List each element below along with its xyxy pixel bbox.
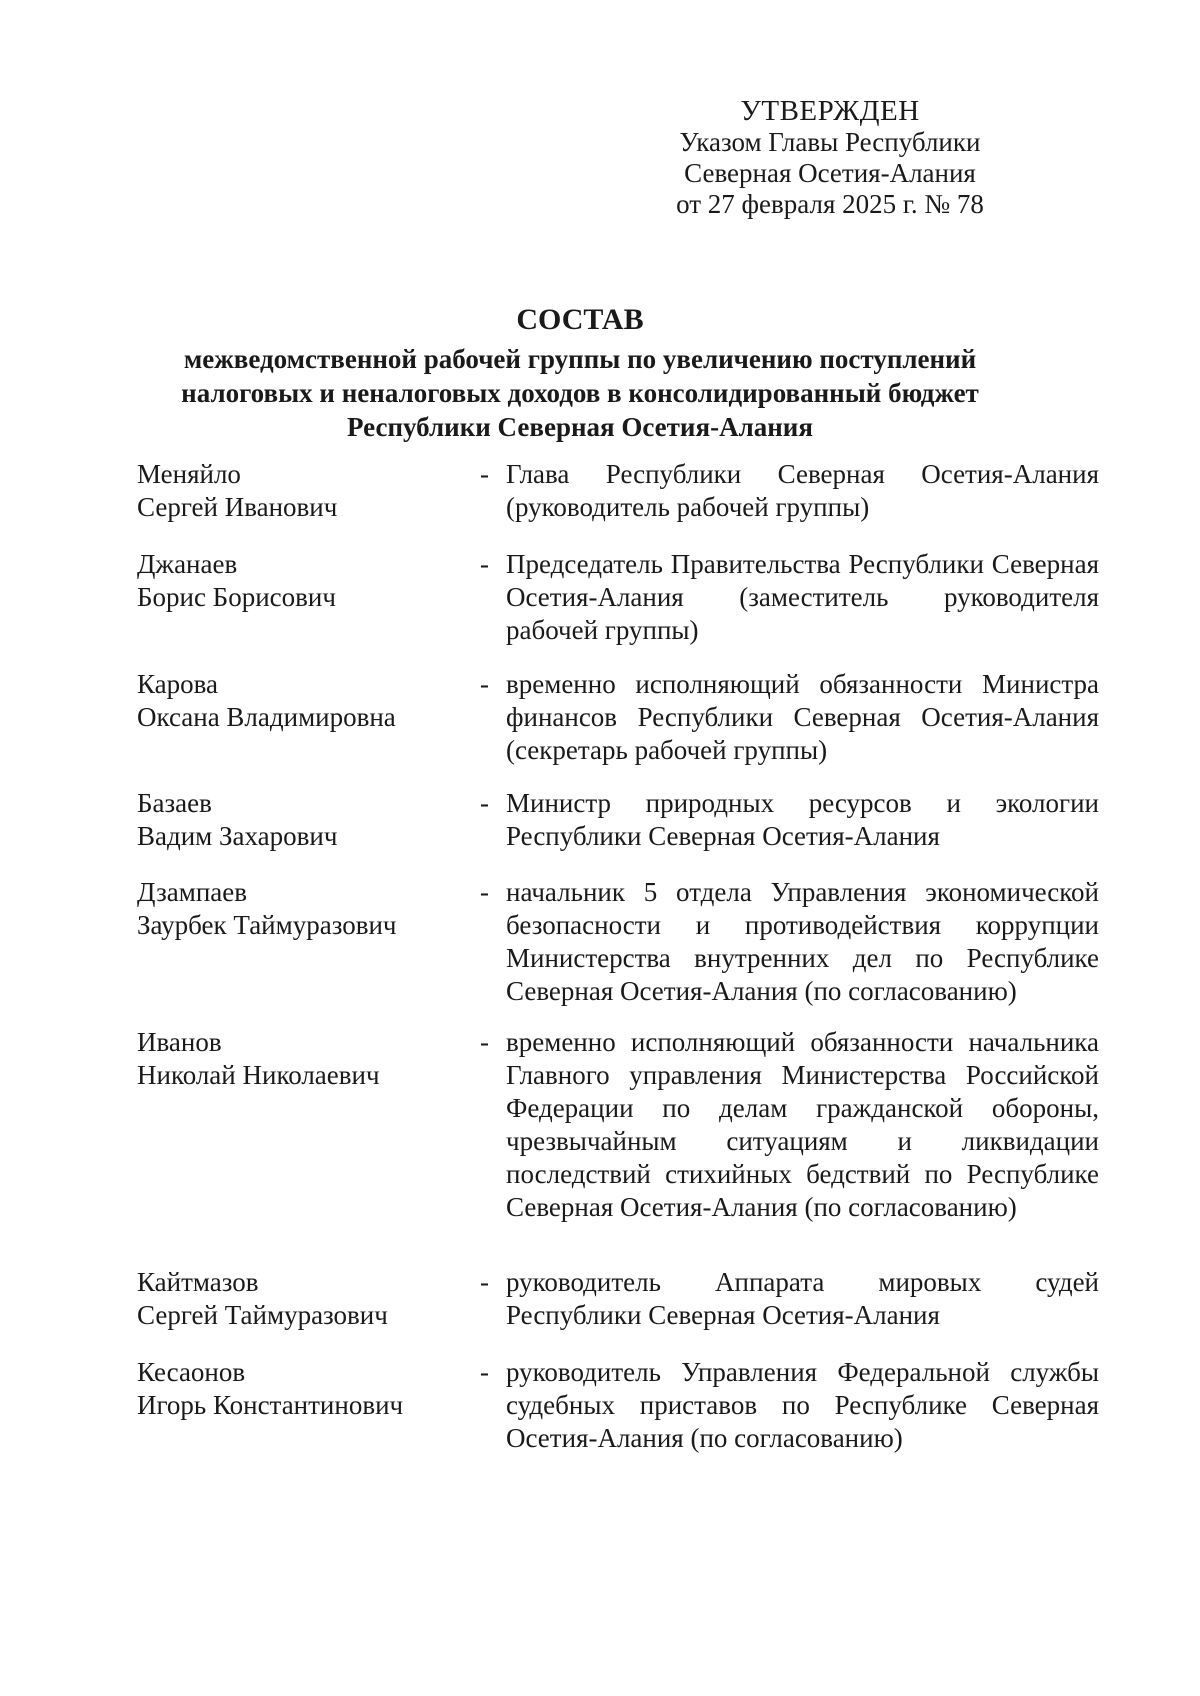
member-role: временно исполняющий обязанности начальника Главного управления Министерства Российской Федерации по делам гражданской обороны, чрезвычайным ситуациям и ликвидации последствий стихийных бедствий по Республике Северная Осетия-Алания (по согласованию) [506, 1027, 1099, 1222]
approval-stamp: УТВЕРЖДЕН [740, 95, 920, 127]
member-role: Председатель Правительства Республики Северная Осетия-Алания (заместитель руководителя рабочей группы) [506, 549, 1099, 645]
approval-line: Северная Осетия-Алания [684, 158, 976, 188]
member-surname: Иванов [137, 1027, 222, 1057]
approval-line: Указом Главы Республики [679, 127, 981, 157]
member-row [137, 548, 1099, 647]
member-row [137, 458, 1099, 524]
member-surname: Кесаонов [137, 1357, 246, 1387]
member-dash: - [480, 1357, 489, 1387]
member-surname: Кайтмазов [137, 1267, 259, 1297]
member-dash: - [480, 549, 489, 579]
title-subline: Республики Северная Осетия-Алания [347, 412, 813, 442]
member-name [137, 1356, 480, 1455]
title-subline: межведомственной рабочей группы по увеличению поступлений [183, 344, 977, 374]
member-name [137, 458, 480, 524]
approval-date: от 27 февраля 2025 г. № 78 [676, 189, 984, 219]
member-surname: Карова [137, 669, 219, 699]
member-dash: - [480, 669, 489, 699]
member-role: Министр природных ресурсов и экологии Республики Северная Осетия-Алания [506, 788, 1099, 851]
member-row [137, 1026, 1099, 1224]
title-subline: налоговых и неналоговых доходов в консолидированный бюджет [181, 378, 979, 408]
member-name [137, 1266, 480, 1332]
member-dash: - [480, 877, 489, 907]
document-title [120, 300, 1040, 444]
member-role: руководитель Управления Федеральной службы судебных приставов по Республике Северная Осетия-Алания (по согласованию) [506, 1357, 1099, 1453]
member-name [137, 787, 480, 853]
member-row [137, 1356, 1099, 1455]
approval-block [640, 96, 1020, 220]
member-given-name: Сергей Иванович [137, 492, 338, 522]
member-row [137, 876, 1099, 1008]
member-role: начальник 5 отдела Управления экономической безопасности и противодействия коррупции Министерства внутренних дел по Республике Северная Осетия-Алания (по согласованию) [506, 877, 1099, 1006]
member-surname: Дзампаев [137, 877, 247, 907]
member-given-name: Заурбек Таймуразович [137, 910, 397, 940]
member-role: временно исполняющий обязанности Министра финансов Республики Северная Осетия-Алания (секретарь рабочей группы) [506, 669, 1099, 765]
member-row [137, 787, 1099, 853]
member-role: Глава Республики Северная Осетия-Алания (руководитель рабочей группы) [506, 459, 1099, 522]
member-row [137, 668, 1099, 767]
member-dash: - [480, 788, 489, 818]
member-row [137, 1266, 1099, 1332]
member-surname: Базаев [137, 788, 212, 818]
member-surname: Меняйло [137, 459, 241, 489]
member-dash: - [480, 1267, 489, 1297]
member-name [137, 1026, 480, 1224]
member-name [137, 876, 480, 1008]
member-given-name: Сергей Таймуразович [137, 1300, 388, 1330]
member-role: руководитель Аппарата мировых судей Республики Северная Осетия-Алания [506, 1267, 1099, 1330]
member-given-name: Оксана Владимировна [137, 702, 396, 732]
member-given-name: Николай Николаевич [137, 1060, 380, 1090]
member-name [137, 668, 480, 767]
title-heading: СОСТАВ [516, 303, 644, 336]
member-name [137, 548, 480, 647]
member-surname: Джанаев [137, 549, 238, 579]
member-given-name: Борис Борисович [137, 582, 336, 612]
member-given-name: Игорь Константинович [137, 1390, 404, 1420]
member-dash: - [480, 459, 489, 489]
member-given-name: Вадим Захарович [137, 821, 338, 851]
member-dash: - [480, 1027, 489, 1057]
